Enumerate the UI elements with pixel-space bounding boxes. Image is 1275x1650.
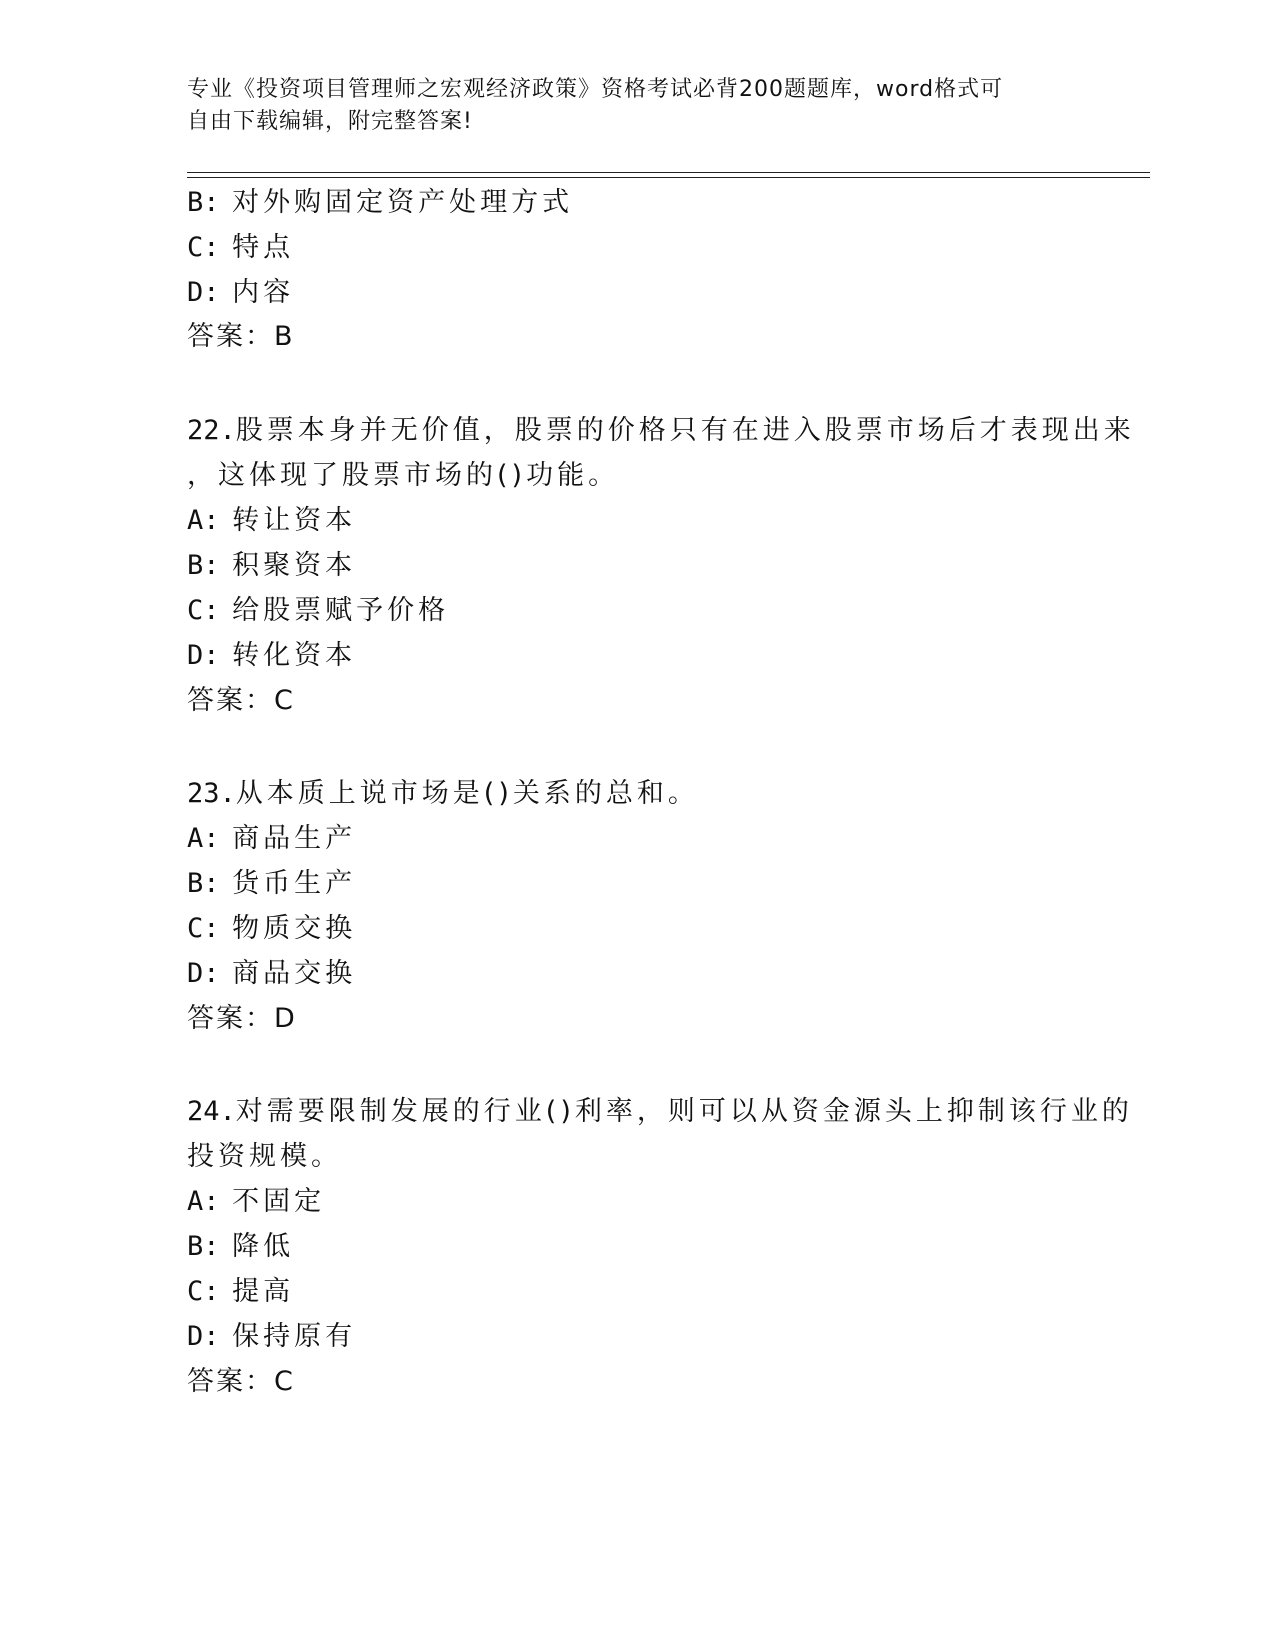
question-number: 24. [187, 1096, 236, 1127]
option-label: C: [187, 1276, 220, 1307]
option-text: 商品生产 [232, 823, 357, 854]
question-23-option-a [187, 822, 356, 856]
prev-answer: 答案：B [187, 321, 295, 352]
option-label: B: [187, 550, 220, 581]
question-22-option-d [187, 639, 356, 673]
question-22-option-a [187, 504, 356, 538]
option-text: 不固定 [232, 1186, 326, 1217]
option-label: C: [187, 913, 220, 944]
question-22-line-1 [187, 414, 1135, 448]
header-rule-bottom [187, 177, 1150, 178]
question-24-option-c [187, 1275, 294, 1309]
option-text: 积聚资本 [232, 550, 357, 581]
question-24-line-1 [187, 1095, 1133, 1129]
question-23-line-1 [187, 777, 699, 811]
option-label: B: [187, 868, 220, 899]
option-text: 商品交换 [232, 958, 357, 989]
option-label: D: [187, 958, 220, 989]
question-22-option-b [187, 549, 356, 583]
option-label: D: [187, 277, 220, 308]
option-label: B: [187, 1231, 220, 1262]
option-text: 转化资本 [232, 640, 357, 671]
option-text: 转让资本 [232, 505, 357, 536]
question-text: 股票本身并无价值，股票的价格只有在进入股票市场后才表现出来 [235, 415, 1135, 446]
option-text: 降低 [232, 1231, 295, 1262]
option-text: 物质交换 [232, 913, 357, 944]
header-rule-top [187, 172, 1150, 173]
option-text: 提高 [232, 1276, 295, 1307]
option-text: 对外购固定资产处理方式 [232, 187, 574, 218]
question-23-option-d [187, 957, 356, 991]
option-text: 给股票赋予价格 [232, 595, 450, 626]
question-23-option-b [187, 867, 356, 901]
option-label: A: [187, 505, 220, 536]
document-header [187, 74, 1067, 138]
option-label: D: [187, 640, 220, 671]
option-label: A: [187, 823, 220, 854]
question-24-answer: 答案：C [187, 1366, 295, 1397]
option-text: 特点 [232, 232, 295, 263]
prev-option-d [187, 276, 294, 310]
option-label: C: [187, 595, 220, 626]
question-22-option-c [187, 594, 449, 628]
question-number: 23. [187, 778, 236, 809]
option-label: C: [187, 232, 220, 263]
option-text: 货币生产 [232, 868, 357, 899]
prev-option-b [187, 186, 573, 220]
question-22-answer: 答案：C [187, 685, 295, 716]
question-24-line-2: 投资规模。 [187, 1141, 342, 1172]
question-22-line-2: ，这体现了股票市场的()功能。 [187, 460, 620, 491]
question-number: 22. [187, 415, 236, 446]
question-text: 从本质上说市场是()关系的总和。 [235, 778, 699, 809]
question-24-option-a [187, 1185, 325, 1219]
option-label: A: [187, 1186, 220, 1217]
option-text: 内容 [232, 277, 295, 308]
question-24-option-d [187, 1320, 356, 1354]
question-text: 对需要限制发展的行业()利率，则可以从资金源头上抑制该行业的 [235, 1096, 1133, 1127]
question-24-option-b [187, 1230, 294, 1264]
question-23-answer: 答案：D [187, 1003, 297, 1034]
option-label: D: [187, 1321, 220, 1352]
prev-option-c [187, 231, 294, 265]
header-line-1: 专业《投资项目管理师之宏观经济政策》资格考试必背200题题库，word格式可 [187, 77, 1004, 102]
option-label: B: [187, 187, 220, 218]
option-text: 保持原有 [232, 1321, 357, 1352]
header-line-2: 自由下载编辑，附完整答案! [187, 109, 473, 134]
question-23-option-c [187, 912, 356, 946]
